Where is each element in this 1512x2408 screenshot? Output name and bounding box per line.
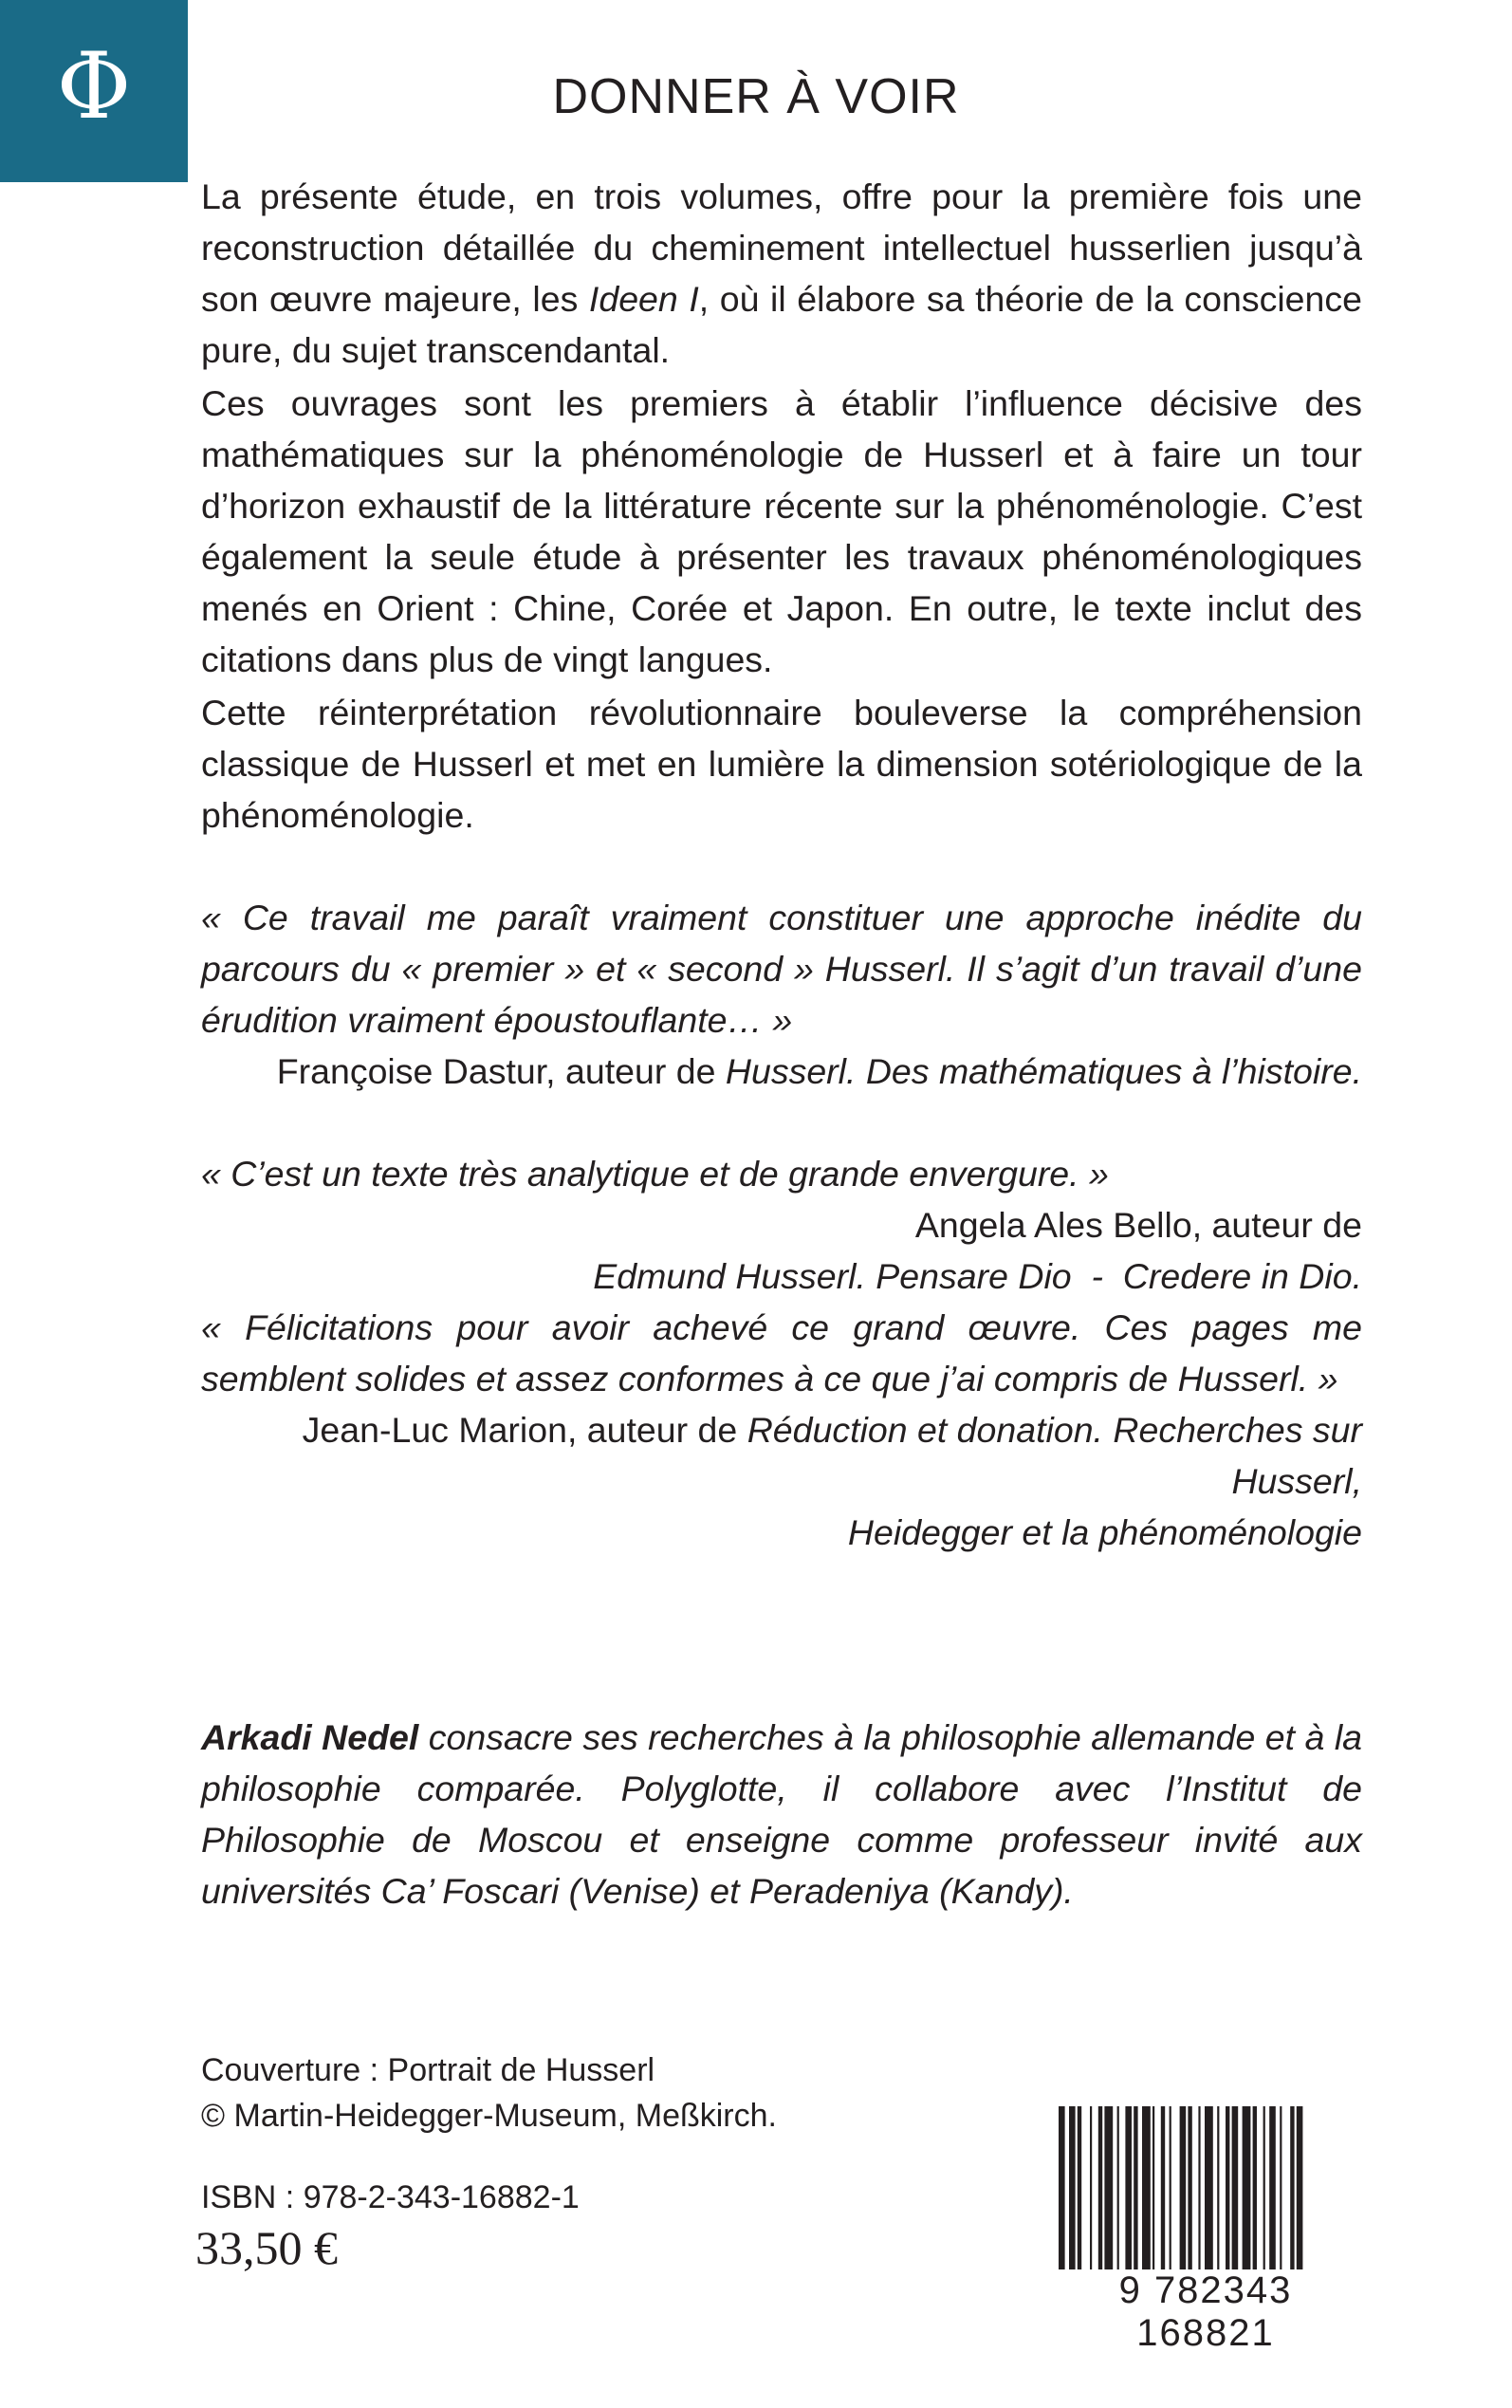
book-title: DONNER À VOIR (552, 69, 960, 124)
barcode-bar (1090, 2106, 1092, 2271)
barcode-bar (1205, 2106, 1213, 2271)
barcode-bar (1280, 2106, 1282, 2271)
isbn: ISBN : 978-2-343-16882-1 (201, 2179, 580, 2215)
barcode-bar (1059, 2106, 1065, 2287)
barcode-bar (1232, 2106, 1239, 2271)
barcode-bar (1078, 2106, 1081, 2271)
barcode-bar (1226, 2106, 1229, 2271)
copyright-credit: © Martin-Heidegger-Museum, Meßkirch. (201, 2098, 777, 2134)
phi-logo-icon: Φ (56, 33, 132, 139)
description-paragraph-3: Cette réinterprétation révolutionnaire bouleverse la compréhension classique de Husserl et met en lumière la dimension sotériologique de la phénoménologie. (201, 693, 1362, 835)
barcode-bar (1069, 2106, 1076, 2287)
barcode-bar (1217, 2106, 1219, 2271)
barcode-bar (1161, 2106, 1165, 2271)
barcode-bar (1152, 2106, 1154, 2271)
quote-attribution-continued: Heidegger et la phénoménologie (847, 1512, 1362, 1552)
quote-dastur (201, 892, 1362, 1097)
quote-ales-bello (201, 1148, 1362, 1302)
quote-attribution: Françoise Dastur, auteur de Husserl. Des mathématiques à l’histoire. (276, 1051, 1362, 1091)
barcode-bar (1142, 2106, 1151, 2271)
barcode-bar (1243, 2106, 1251, 2271)
barcode-bar (1134, 2106, 1137, 2271)
price: 33,50 € (195, 2221, 338, 2274)
cover-credit: Couverture : Portrait de Husserl (201, 2052, 655, 2088)
barcode-bar (1269, 2106, 1276, 2271)
barcode-digits: 9 782343 168821 (1055, 2269, 1356, 2355)
barcode-bar (1098, 2106, 1102, 2271)
barcode-bar (1263, 2106, 1265, 2271)
barcode-bar (1104, 2106, 1113, 2271)
isbn-barcode (1055, 2106, 1356, 2354)
quote-text: « C’est un texte très analytique et de grande envergure. » (201, 1154, 1109, 1194)
barcode-bar (1290, 2106, 1294, 2287)
barcode-bar (1125, 2106, 1132, 2271)
barcode-bar (1253, 2106, 1257, 2271)
quote-attribution: Angela Ales Bello, auteur de Edmund Husserl. Pensare Dio - Credere in Dio. (593, 1205, 1362, 1296)
quote-attribution: Jean-Luc Marion, auteur de Réduction et donation. Recherches sur Husserl, (302, 1410, 1362, 1501)
description-paragraph-2: Ces ouvrages sont les premiers à établir l’influence décisive des mathématiques sur la phénoménologie de Husserl et à faire un tour d’horizon exhaustif de la littérature récente sur la phénoménologie. C’est également la seule étude à présenter les travaux phénoménologiques menés en Orient : Chine, Corée et Japon. En outre, le texte inclut des citations dans plus de vingt langues. (201, 383, 1362, 679)
barcode-bars (1055, 2106, 1356, 2287)
barcode-bar (1198, 2106, 1200, 2271)
barcode-bar (1188, 2106, 1191, 2271)
barcode-bar (1170, 2106, 1171, 2271)
barcode-bar (1297, 2106, 1303, 2287)
author-bio: Arkadi Nedel consacre ses recherches à la philosophie allemande et à la philosophie comparée. Polyglotte, il collabore avec l’Institut de Philosophie de Moscou et enseigne comme professeur invité aux universités Ca’ Foscari (Venise) et Peradeniya (Kandy). (201, 1717, 1363, 1911)
author-name: Arkadi Nedel (201, 1717, 419, 1757)
barcode-bar (1180, 2106, 1187, 2271)
quote-text: « Félicitations pour avoir achevé ce grand œuvre. Ces pages me semblent solides et assez conformes à ce que j’ai compris de Husserl. » (201, 1307, 1362, 1398)
quote-text: « Ce travail me paraît vraiment constituer une approche inédite du parcours du « premier » et « second » Husserl. Il s’agit d’un travail d’une érudition vraiment époustouflante… » (201, 898, 1362, 1040)
barcode-bar (1117, 2106, 1119, 2271)
description-paragraph-1: La présente étude, en trois volumes, offre pour la première fois une reconstruction détaillée du cheminement intellectuel husserlien jusqu’à son œuvre majeure, les Ideen I, où il élabore sa théorie de la conscience pure, du sujet transcendantal. (201, 176, 1362, 370)
quote-marion (201, 1302, 1362, 1558)
